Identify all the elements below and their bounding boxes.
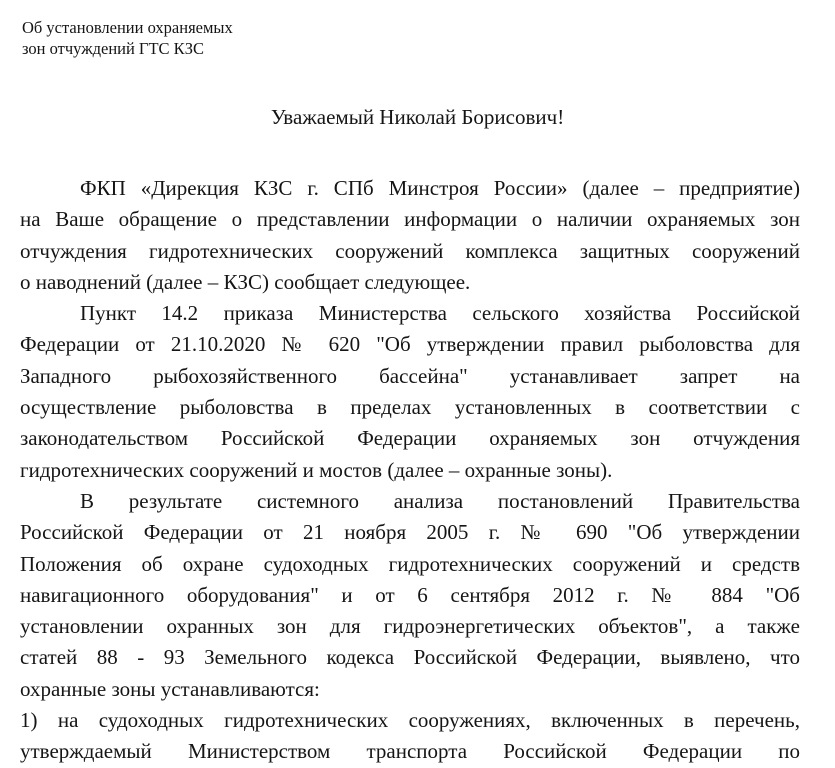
text-line: Положения об охране судоходных гидротехнических сооружений и средств	[20, 551, 800, 576]
text-line: охранные зоны устанавливаются:	[20, 676, 320, 701]
text-line: установлении охранных зон для гидроэнергетических объектов", а также	[20, 614, 800, 639]
salutation: Уважаемый Николай Борисович!	[270, 105, 565, 129]
text-line: Российской Федерации от 21 ноября 2005 г. № 690 "Об утверждении	[20, 520, 800, 545]
text-line: статей 88 - 93 Земельного кодекса Российской Федерации, выявлено, что	[20, 645, 800, 670]
text-line: отчуждения гидротехнических сооружений комплекса защитных сооружений	[20, 238, 800, 263]
paragraph-analysis	[20, 486, 800, 705]
text-line: законодательством Российской Федерации охраняемых зон отчуждения	[20, 426, 800, 451]
text-line: Пункт 14.2 приказа Министерства сельского хозяйства Российской	[80, 301, 800, 326]
text-line: В результате системного анализа постановлений Правительства	[80, 488, 800, 513]
text-line: о наводнений (далее – КЗС) сообщает следующее.	[20, 269, 471, 294]
paragraph-list-item-1	[20, 705, 800, 768]
text-line: Федерации от 21.10.2020 № 620 "Об утверждении правил рыболовства для	[20, 332, 800, 357]
text-line: на Ваше обращение о представлении информации о наличии охраняемых зон	[20, 207, 800, 232]
paragraph-intro	[20, 173, 800, 298]
text-line: осуществление рыболовства в пределах установленных в соответствии с	[20, 395, 800, 420]
letter-body	[20, 173, 800, 768]
subject-line: зон отчуждений ГТС КЗС	[22, 39, 204, 58]
text-line: 1) на судоходных гидротехнических сооружениях, включенных в перечень,	[20, 708, 800, 733]
letter-subject	[22, 17, 342, 59]
subject-line: Об установлении охраняемых	[22, 18, 233, 37]
text-line: Западного рыбохозяйственного бассейна" устанавливает запрет на	[20, 363, 800, 388]
text-line: ФКП «Дирекция КЗС г. СПб Минстроя России» (далее – предприятие)	[80, 176, 800, 200]
text-line: гидротехнических сооружений и мостов (далее – охранные зоны).	[20, 457, 613, 482]
paragraph-order-14-2	[20, 298, 800, 486]
text-line: утверждаемый Министерством транспорта Российской Федерации по	[20, 739, 800, 764]
text-line: навигационного оборудования" и от 6 сентября 2012 г. № 884 "Об	[20, 582, 800, 607]
